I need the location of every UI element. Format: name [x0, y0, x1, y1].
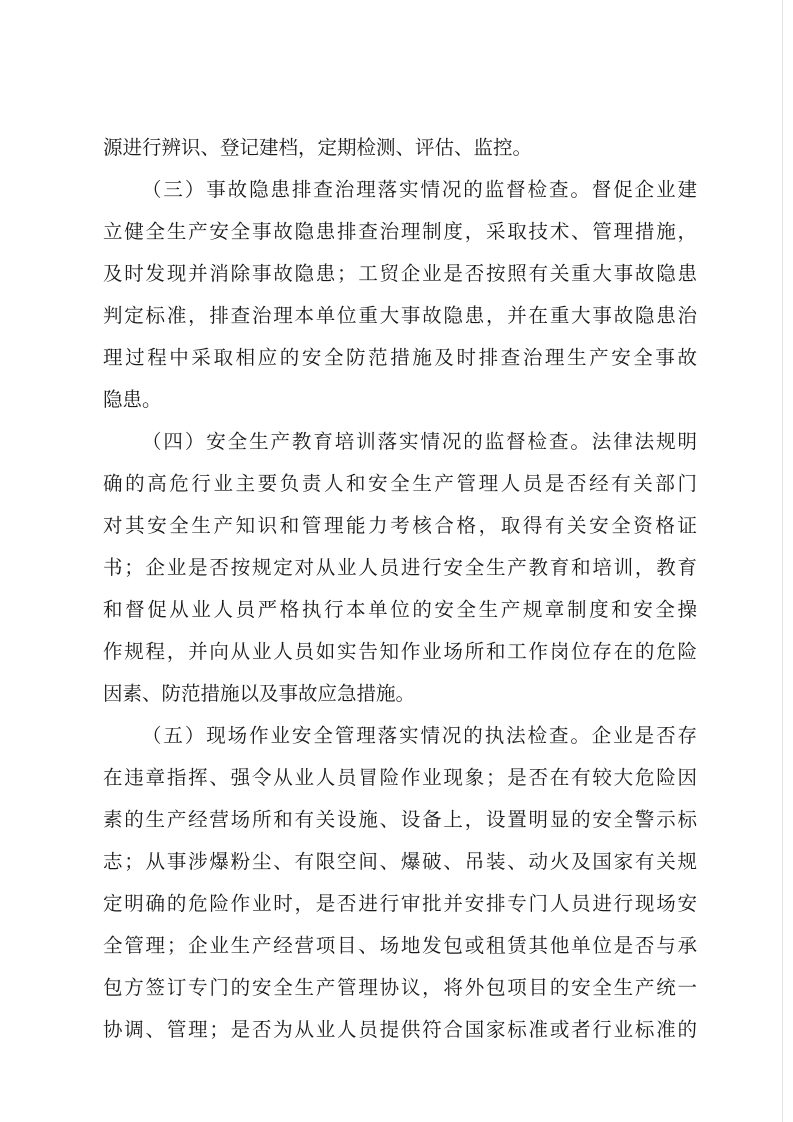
paragraph-line: 立健全生产安全事故隐患排查治理制度，采取技术、管理措施，	[103, 220, 697, 243]
paragraph-line: 书；企业是否按规定对从业人员进行安全生产教育和培训，教育	[103, 556, 697, 579]
paragraph-line: 理过程中采取相应的安全防范措施及时排查治理生产安全事故	[103, 346, 697, 369]
paragraph-line: 判定标准，排查治理本单位重大事故隐患，并在重大事故隐患治	[103, 304, 697, 327]
paragraph-line: 隐患。	[103, 388, 162, 411]
paragraph-line: 作规程，并向从业人员如实告知作业场所和工作岗位存在的危险	[103, 640, 697, 663]
paragraph-line: （三）事故隐患排查治理落实情况的监督检查。督促企业建	[142, 178, 697, 201]
paragraph-line: 确的高危行业主要负责人和安全生产管理人员是否经有关部门	[103, 472, 697, 495]
scan-edge-line	[782, 0, 783, 1122]
paragraph-line: 包方签订专门的安全生产管理协议，将外包项目的安全生产统一	[103, 976, 697, 999]
paragraph-line: 协调、管理；是否为从业人员提供符合国家标准或者行业标准的	[103, 1018, 697, 1041]
paragraph-line: 源进行辨识、登记建档，定期检测、评估、监控。	[103, 136, 533, 159]
paragraph-line: （五）现场作业安全管理落实情况的执法检查。企业是否存	[142, 724, 697, 747]
paragraph-line: 对其安全生产知识和管理能力考核合格，取得有关安全资格证	[103, 514, 697, 537]
paragraph-line: 因素、防范措施以及事故应急措施。	[103, 682, 416, 705]
paragraph-line: 定明确的危险作业时，是否进行审批并安排专门人员进行现场安	[103, 892, 697, 915]
paragraph-line: （四）安全生产教育培训落实情况的监督检查。法律法规明	[142, 430, 697, 453]
paragraph-line: 和督促从业人员严格执行本单位的安全生产规章制度和安全操	[103, 598, 697, 621]
paragraph-line: 及时发现并消除事故隐患；工贸企业是否按照有关重大事故隐患	[103, 262, 697, 285]
paragraph-line: 素的生产经营场所和有关设施、设备上，设置明显的安全警示标	[103, 808, 697, 831]
paragraph-line: 在违章指挥、强令从业人员冒险作业现象；是否在有较大危险因	[103, 766, 697, 789]
paragraph-line: 全管理；企业生产经营项目、场地发包或租赁其他单位是否与承	[103, 934, 697, 957]
paragraph-line: 志；从事涉爆粉尘、有限空间、爆破、吊装、动火及国家有关规	[103, 850, 697, 873]
document-body	[103, 127, 697, 1051]
